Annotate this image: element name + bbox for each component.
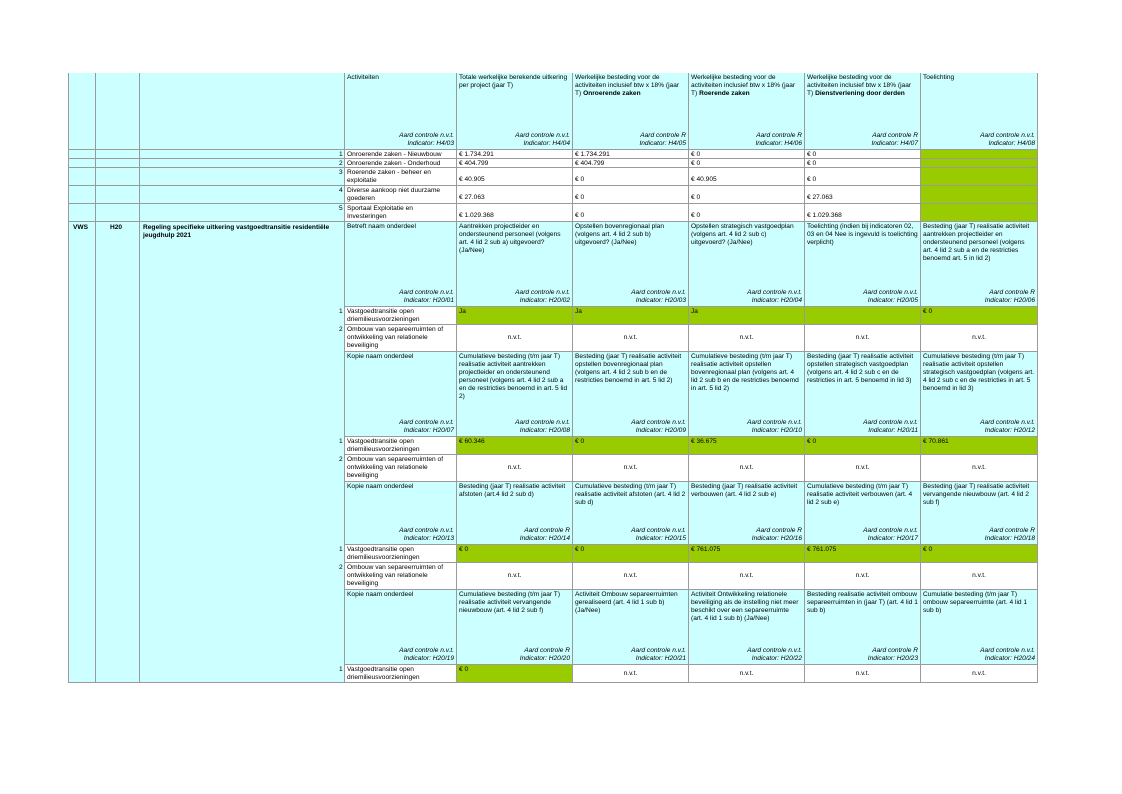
- aard-indicator: Aard controle n.v.t. Indicator: H4/04: [515, 132, 570, 147]
- row-label: 1 Onroerende zaken - Nieuwbouw: [344, 150, 456, 159]
- value-cell[interactable]: € 0: [572, 437, 688, 455]
- value-cell[interactable]: € 0: [688, 150, 804, 159]
- block-col-header: Cumulatieve besteding (t/m jaar T) realisatie activiteit opstellen bovenregionaal plan (volgens art. 4 lid 2 sub b en de restricties benoemd in art. 5 lid 2) Aard controle n.v.t. Indicator: H20/10: [688, 352, 804, 437]
- value-cell[interactable]: € 40.905: [456, 168, 572, 186]
- block-col-header: Opstellen strategisch vastgoedplan (volgens art. 4 lid 2 sub c) uitgevoerd? (Ja/Nee) Aard controle n.v.t. Indicator: H20/04: [688, 222, 804, 307]
- value-cell[interactable]: n.v.t.: [456, 563, 572, 590]
- value-cell[interactable]: [920, 204, 1038, 222]
- aard-indicator: Aard controle R Indicator: H4/07: [871, 132, 918, 147]
- value-cell[interactable]: € 1.734.291: [456, 150, 572, 159]
- aard-indicator: Aard controle n.v.t. Indicator: H20/01: [399, 289, 454, 304]
- table-row: [339, 455, 1038, 482]
- aard-indicator: Aard controle R Indicator: H20/16: [751, 527, 802, 542]
- row-number: 5: [339, 205, 343, 212]
- aard-indicator: Aard controle n.v.t. Indicator: H20/08: [515, 419, 570, 434]
- row-label: 5 Sportaal Exploitatie en Investeringen: [344, 204, 456, 222]
- value-cell[interactable]: € 0: [456, 545, 572, 563]
- value-cell[interactable]: n.v.t.: [920, 455, 1038, 482]
- h4-header-row: [68, 73, 1038, 150]
- col-code: [95, 168, 139, 186]
- col-org: [68, 204, 95, 222]
- col-title: [139, 186, 344, 204]
- value-cell[interactable]: € 0: [572, 186, 688, 204]
- block-col-header: Besteding (jaar T) realisatie activiteit vervangende nieuwbouw (art. 4 lid 2 sub f) Aard controle R Indicator: H20/18: [920, 482, 1038, 545]
- block-header-row: [344, 482, 1038, 545]
- block-col-header: Cumulatieve besteding (t/m jaar T) realisatie activiteit vervangende nieuwbouw (art. 4 lid 2 sub f) Aard controle R Indicator: H20/20: [456, 590, 572, 665]
- col-title: [139, 159, 344, 168]
- block-col-header: Aantrekken projectleider en ondersteunend personeel (volgens art. 4 lid 2 sub a) uitgevoerd? (Ja/Nee) Aard controle n.v.t. Indicator: H20/02: [456, 222, 572, 307]
- h4-col-header: [456, 73, 572, 150]
- table-row: [339, 545, 1038, 563]
- value-cell[interactable]: € 0: [804, 168, 920, 186]
- value-cell[interactable]: € 40.905: [688, 168, 804, 186]
- block-header-row: [344, 222, 1038, 307]
- value-cell[interactable]: € 0: [688, 159, 804, 168]
- value-cell[interactable]: Ja: [572, 307, 688, 325]
- value-cell[interactable]: € 404.799: [572, 159, 688, 168]
- value-cell[interactable]: € 761.075: [804, 545, 920, 563]
- value-cell[interactable]: € 404.799: [456, 159, 572, 168]
- aard-indicator: Aard controle n.v.t. Indicator: H20/22: [747, 647, 802, 662]
- aard-indicator: Aard controle n.v.t. Indicator: H20/24: [980, 647, 1035, 662]
- aard-indicator: Aard controle R Indicator: H20/14: [519, 527, 570, 542]
- aard-indicator: Aard controle n.v.t. Indicator: H20/04: [747, 289, 802, 304]
- block-col-header: Besteding (jaar T) realisatie activiteit verbouwen (art. 4 lid 2 sub e) Aard controle R Indicator: H20/16: [688, 482, 804, 545]
- table-row: [339, 307, 1038, 325]
- block-name-cell: Kopie naam onderdeel Aard controle n.v.t. Indicator: H20/13: [344, 482, 456, 545]
- value-cell[interactable]: [920, 159, 1038, 168]
- value-cell[interactable]: € 1.029.368: [456, 204, 572, 222]
- table-row: [339, 437, 1038, 455]
- aard-indicator: Aard controle n.v.t. Indicator: H20/17: [863, 527, 918, 542]
- value-cell[interactable]: n.v.t.: [804, 665, 920, 683]
- block-header-row: [344, 352, 1038, 437]
- header-text: Totale werkelijke berekende uitkering per project (jaar T): [459, 74, 568, 89]
- block-col-header: Besteding (jaar T) realisatie activiteit opstellen bovenregionaal plan (volgens art. 4 lid 2 sub b en de restricties benoemd in art. 5 lid 2) Aard controle n.v.t. Indicator: H20/09: [572, 352, 688, 437]
- row-number: 1: [339, 546, 343, 553]
- value-cell[interactable]: € 0: [572, 545, 688, 563]
- value-cell[interactable]: n.v.t.: [920, 563, 1038, 590]
- aard-indicator: Aard controle n.v.t. Indicator: H20/15: [631, 527, 686, 542]
- value-cell[interactable]: € 27.063: [456, 186, 572, 204]
- value-cell[interactable]: € 1.029.368: [804, 204, 920, 222]
- table-row: [68, 204, 1038, 222]
- row-label: 3 Roerende zaken - beheer en exploitatie: [344, 168, 456, 186]
- block-col-header: Cumulatie besteding (t/m jaar T) ombouw separeerruimte (art. 4 lid 1 sub b) Aard controle n.v.t. Indicator: H20/24: [920, 590, 1038, 665]
- value-cell[interactable]: n.v.t.: [572, 563, 688, 590]
- row-label: 2 Ombouw van separeerruimten of ontwikkeling van relationele beveiliging: [344, 325, 456, 352]
- block-col-header: Activiteit Ontwikkeling relationele beveiliging als de instelling niet meer beschikt over een separeerruimte (art. 4 lid 1 sub b) (Ja/Nee) Aard controle n.v.t. Indicator: H20/22: [688, 590, 804, 665]
- row-number: 2: [339, 564, 343, 571]
- block-name-cell: Kopie naam onderdeel Aard controle n.v.t. Indicator: H20/19: [344, 590, 456, 665]
- value-cell[interactable]: n.v.t.: [920, 665, 1038, 683]
- row-label: 1 Vastgoedtransitie open driemilieusvoorzieningen: [344, 665, 456, 683]
- block-name-cell: Betreft naam onderdeel Aard controle n.v.t. Indicator: H20/01: [344, 222, 456, 307]
- block-col-header: Cumulatieve besteding (t/m jaar T) realisatie activiteit opstellen strategisch vastgoedplan (volgens art. 4 lid 2 sub c en de restricties in art. 5 benoemd in lid 3) Aard controle n.v.t. Indicator: H20/12: [920, 352, 1038, 437]
- value-cell[interactable]: n.v.t.: [456, 325, 572, 352]
- header-text: Werkelijke besteding voor de activiteiten inclusief btw x 18% (jaar T) Dienstverlening door derden: [807, 74, 912, 97]
- value-cell[interactable]: Ja: [688, 307, 804, 325]
- row-number: 2: [339, 456, 343, 463]
- header-text: Werkelijke besteding voor de activiteiten inclusief btw x 18% (jaar T) Roerende zaken: [691, 74, 796, 97]
- h20-section: [68, 222, 1038, 683]
- aard-indicator: Aard controle n.v.t. Indicator: H20/12: [980, 419, 1035, 434]
- value-cell[interactable]: € 60.346: [456, 437, 572, 455]
- aard-indicator: Aard controle n.v.t. Indicator: H20/10: [747, 419, 802, 434]
- value-cell[interactable]: [920, 150, 1038, 159]
- aard-indicator: Aard controle n.v.t. Indicator: H20/21: [631, 647, 686, 662]
- value-cell[interactable]: € 0: [804, 437, 920, 455]
- col-org: [68, 159, 95, 168]
- block-col-header: Besteding realisatie activiteit ombouw separeerruimten in (jaar T) (art. 4 lid 1 sub b) Aard controle R Indicator: H20/23: [804, 590, 920, 665]
- value-cell[interactable]: n.v.t.: [572, 455, 688, 482]
- col-org: [68, 73, 95, 150]
- table-row: [68, 186, 1038, 204]
- row-number: 3: [339, 169, 343, 176]
- aard-indicator: Aard controle n.v.t. Indicator: H20/13: [399, 527, 454, 542]
- col-code: [95, 159, 139, 168]
- row-label: 2 Onroerende zaken - Onderhoud: [344, 159, 456, 168]
- row-number: 2: [339, 160, 343, 167]
- value-cell[interactable]: € 0: [804, 150, 920, 159]
- h4-data-rows: [68, 150, 1038, 222]
- col-org: [68, 168, 95, 186]
- value-cell[interactable]: € 0: [688, 186, 804, 204]
- value-cell[interactable]: n.v.t.: [804, 455, 920, 482]
- block-header-row: [344, 590, 1038, 665]
- row-label: 1 Vastgoedtransitie open driemilieusvoorzieningen: [344, 307, 456, 325]
- h4-col-header: [688, 73, 804, 150]
- block-col-header: Toelichting (indien bij indicatoren 02, 03 en 04 Nee is ingevuld is toelichting verplicht) Aard controle n.v.t. Indicator: H20/05: [804, 222, 920, 307]
- row-label: 2 Ombouw van separeerruimten of ontwikkeling van relationele beveiliging: [344, 455, 456, 482]
- value-cell[interactable]: € 0: [920, 545, 1038, 563]
- h4-col-activities: [344, 73, 456, 150]
- value-cell[interactable]: n.v.t.: [572, 325, 688, 352]
- col-code: [95, 204, 139, 222]
- block-col-header: Besteding (jaar T) realisatie activiteit afstoten (art.4 lid 2 sub d) Aard controle R Indicator: H20/14: [456, 482, 572, 545]
- aard-indicator: Aard controle n.v.t. Indicator: H4/08: [980, 132, 1035, 147]
- aard-indicator: Aard controle R Indicator: H20/23: [867, 647, 918, 662]
- value-cell[interactable]: n.v.t.: [456, 455, 572, 482]
- value-cell[interactable]: € 761.075: [688, 545, 804, 563]
- row-label: 1 Vastgoedtransitie open driemilieusvoorzieningen: [344, 437, 456, 455]
- col-title: [139, 150, 344, 159]
- value-cell[interactable]: [920, 168, 1038, 186]
- aard-indicator: Aard controle n.v.t. Indicator: H20/05: [863, 289, 918, 304]
- value-cell[interactable]: n.v.t.: [688, 563, 804, 590]
- aard-indicator: Aard controle n.v.t. Indicator: H20/09: [631, 419, 686, 434]
- value-cell[interactable]: € 1.734.291: [572, 150, 688, 159]
- aard-indicator: Aard controle n.v.t. Indicator: H20/19: [399, 647, 454, 662]
- value-cell[interactable]: n.v.t.: [688, 325, 804, 352]
- table-row: [339, 563, 1038, 590]
- row-number: 1: [339, 151, 343, 158]
- col-code: [95, 186, 139, 204]
- aard-indicator: Aard controle n.v.t. Indicator: H20/03: [631, 289, 686, 304]
- col-title: [139, 168, 344, 186]
- col-title: [139, 73, 344, 150]
- value-cell[interactable]: € 0: [456, 665, 572, 683]
- value-cell[interactable]: € 70.861: [920, 437, 1038, 455]
- value-cell[interactable]: € 0: [572, 168, 688, 186]
- table-row: [339, 325, 1038, 352]
- h4-col-header: [804, 73, 920, 150]
- col-code: [95, 150, 139, 159]
- value-cell[interactable]: [920, 186, 1038, 204]
- row-number: 1: [339, 666, 343, 673]
- block-col-header: Cumulatieve besteding (t/m jaar T) realisatie activiteit verbouwen (art. 4 lid 2 sub e) Aard controle n.v.t. Indicator: H20/17: [804, 482, 920, 545]
- block-col-header: Cumulatieve besteding (t/m jaar T) realisatie activiteit afstoten (art. 4 lid 2 sub d) Aard controle n.v.t. Indicator: H20/15: [572, 482, 688, 545]
- block-name-cell: Kopie naam onderdeel Aard controle n.v.t. Indicator: H20/07: [344, 352, 456, 437]
- row-number: 4: [339, 187, 343, 194]
- aard-indicator: Aard controle R Indicator: H20/20: [519, 647, 570, 662]
- value-cell[interactable]: € 36.675: [688, 437, 804, 455]
- block-col-header: Besteding (jaar T) realisatie activiteit aantrekken projectleider en ondersteunend personeel (volgens art. 4 lid 2 sub a en de restricties benoemd art. 5 in lid 2) Aard controle R Indicator: H20/06: [920, 222, 1038, 307]
- row-number: 2: [339, 326, 343, 333]
- col-title: [139, 204, 344, 222]
- h20-left-block: [68, 222, 344, 683]
- value-cell[interactable]: € 0: [920, 307, 1038, 325]
- col-org: [68, 150, 95, 159]
- value-cell[interactable]: n.v.t.: [688, 455, 804, 482]
- col-code: [95, 73, 139, 150]
- value-cell[interactable]: n.v.t.: [804, 325, 920, 352]
- header-text: Werkelijke besteding voor de activiteiten inclusief btw x 18% (jaar T) Onroerende zaken: [575, 74, 680, 97]
- table-row: [68, 159, 1038, 168]
- aard-indicator: Aard controle n.v.t. Indicator: H20/11: [863, 419, 918, 434]
- aard-indicator: Aard controle n.v.t. Indicator: H4/03: [399, 132, 454, 147]
- row-label: 4 Diverse aankoop niet duurzame goederen: [344, 186, 456, 204]
- table-row: [339, 665, 1038, 683]
- aard-indicator: Aard controle R Indicator: H20/06: [984, 289, 1035, 304]
- value-cell[interactable]: Ja: [456, 307, 572, 325]
- value-cell[interactable]: € 0: [572, 204, 688, 222]
- block-col-header: Cumulatieve besteding (t/m jaar T) realisatie activiteit aantrekken projectleider en ondersteunend personeel (volgens art. 4 lid 2 sub a en de restricties benoemd in art. 5 lid 2) Aard controle n.v.t. Indicator: H20/08: [456, 352, 572, 437]
- aard-indicator: Aard controle n.v.t. Indicator: H20/02: [515, 289, 570, 304]
- h4-col-header: [572, 73, 688, 150]
- block-col-header: Besteding (jaar T) realisatie activiteit opstellen strategisch vastgoedplan (volgens art. 4 lid 2 sub c en de restricties in art. 5 benoemd in lid 3) Aard controle n.v.t. Indicator: H20/11: [804, 352, 920, 437]
- value-cell[interactable]: n.v.t.: [804, 563, 920, 590]
- block-col-header: Opstellen bovenregionaal plan (volgens art. 4 lid 2 sub b) uitgevoerd? (Ja/Nee) Aard controle n.v.t. Indicator: H20/03: [572, 222, 688, 307]
- h4-col-header: [920, 73, 1038, 150]
- header-text: Toelichting: [923, 74, 955, 81]
- value-cell[interactable]: [804, 307, 920, 325]
- value-cell[interactable]: n.v.t.: [688, 665, 804, 683]
- aard-indicator: Aard controle R Indicator: H4/06: [755, 132, 802, 147]
- row-label: 2 Ombouw van separeerruimten of ontwikkeling van relationele beveiliging: [344, 563, 456, 590]
- row-label: 1 Vastgoedtransitie open driemilieusvoorzieningen: [344, 545, 456, 563]
- value-cell[interactable]: € 0: [804, 159, 920, 168]
- aard-indicator: Aard controle n.v.t. Indicator: H20/07: [399, 419, 454, 434]
- table-row: [68, 168, 1038, 186]
- regulation-title: Regeling specifieke uitkering vastgoedtransitie residentiële jeugdhulp 2021: [139, 222, 344, 683]
- value-cell[interactable]: n.v.t.: [920, 325, 1038, 352]
- h20-right-block: [339, 222, 1038, 683]
- value-cell[interactable]: € 27.063: [804, 186, 920, 204]
- org-cell: VWS: [68, 222, 95, 683]
- block-col-header: Activiteit Ombouw separeerruimten gerealiseerd (art. 4 lid 1 sub b) (Ja/Nee) Aard controle n.v.t. Indicator: H20/21: [572, 590, 688, 665]
- table-row: [68, 150, 1038, 159]
- aard-indicator: Aard controle R Indicator: H4/05: [639, 132, 686, 147]
- aard-indicator: Aard controle R Indicator: H20/18: [984, 527, 1035, 542]
- row-number: 1: [339, 308, 343, 315]
- value-cell[interactable]: n.v.t.: [572, 665, 688, 683]
- spreadsheet-table: [68, 73, 1038, 683]
- col-org: [68, 186, 95, 204]
- header-text: Activiteiten: [347, 74, 379, 81]
- value-cell[interactable]: € 0: [688, 204, 804, 222]
- code-cell: H20: [95, 222, 139, 683]
- row-number: 1: [339, 438, 343, 445]
